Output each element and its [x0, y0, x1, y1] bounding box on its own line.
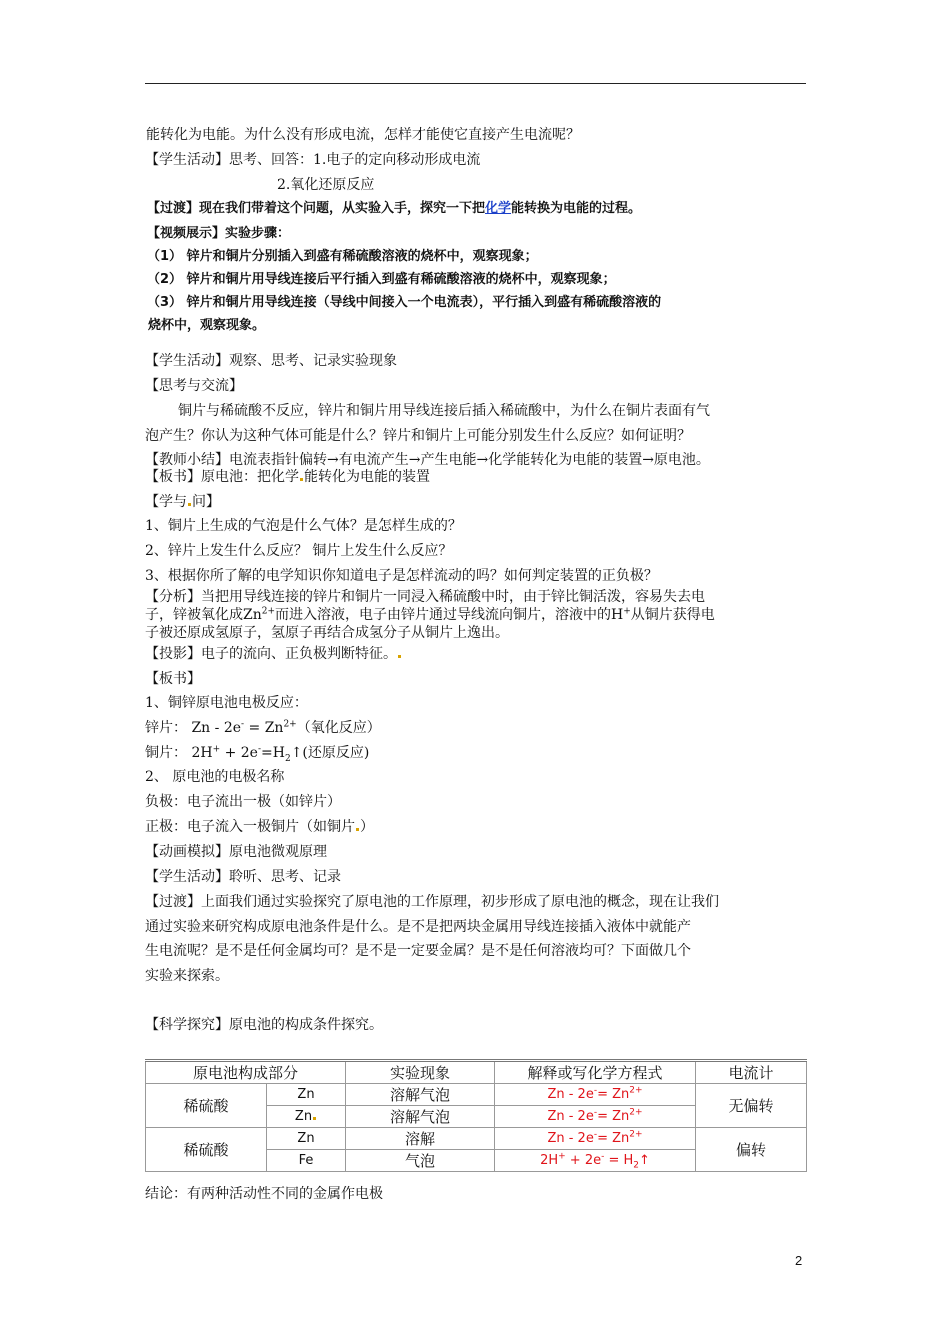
- text-line: [145, 606, 715, 624]
- text-span: =H: [261, 745, 285, 761]
- text-line: 泡产生？你认为这种气体可能是什么？锌片和铜片上可能分别发生什么反应？如何证明？: [145, 428, 691, 444]
- text-line: 【动画模拟】原电池微观原理: [145, 844, 327, 860]
- phenomenon-cell: 溶解: [346, 1128, 495, 1150]
- superscript: 2+: [629, 1085, 643, 1096]
- superscript: 2+: [629, 1129, 643, 1140]
- text-line: [145, 645, 402, 663]
- metal-cell: [267, 1106, 346, 1128]
- text-line: （1） 锌片和铜片分别插入到盛有稀硫酸溶液的烧杯中，观察现象；: [147, 249, 538, 264]
- phenomenon-cell: 溶解气泡: [346, 1084, 495, 1106]
- meter-cell: 偏转: [696, 1128, 807, 1172]
- text-span: Zn - 2e: [547, 1109, 594, 1124]
- text-span: 【过渡】现在我们带着这个问题，从实验入手，探究一下把: [147, 201, 486, 216]
- text-line: 【视频展示】实验步骤：: [147, 226, 291, 241]
- text-span: = Zn: [244, 720, 284, 736]
- text-line: 烧杯中，观察现象。: [148, 318, 266, 333]
- text-span: 【学与: [145, 494, 187, 510]
- text-line: [147, 200, 641, 218]
- text-line: [145, 468, 430, 486]
- text-line: 【教师小结】电流表指针偏转→有电流产生→产生电能→化学能转化为电能的装置→原电池。: [145, 452, 710, 468]
- text-span: = H: [604, 1153, 634, 1168]
- table-header-cell: 电流计: [696, 1061, 807, 1084]
- text-span: ）: [360, 819, 374, 835]
- subscript: 2: [284, 753, 291, 764]
- metal-cell: Zn: [267, 1128, 346, 1150]
- table-header-cell: 解释或写化学方程式: [495, 1061, 696, 1084]
- equation-cell: [495, 1084, 696, 1106]
- table-row: [146, 1128, 807, 1150]
- superscript: -: [593, 1107, 598, 1118]
- text-line: 【板书】: [145, 671, 201, 687]
- text-line: 2.氧化还原反应: [277, 177, 375, 193]
- text-line: 【学生活动】观察、思考、记录实验现象: [145, 353, 397, 369]
- text-line: 1、铜锌原电池电极反应：: [145, 695, 308, 711]
- subscript: 2: [633, 1160, 640, 1171]
- text-line: 能转化为电能。为什么没有形成电流，怎样才能使它直接产生电流呢？: [146, 127, 580, 143]
- metal-cell: Zn: [267, 1084, 346, 1106]
- text-line: 【学生活动】聆听、思考、记录: [145, 869, 341, 885]
- superscript: -: [601, 1151, 605, 1162]
- table-header-cell: 原电池构成部分: [146, 1061, 346, 1084]
- superscript: +: [623, 606, 631, 617]
- text-line: 【过渡】上面我们通过实验探究了原电池的工作原理，初步形成了原电池的概念，现在让我们: [145, 894, 719, 910]
- text-span: 能转化为电能的装置: [304, 469, 430, 485]
- phenomenon-cell: 溶解气泡: [346, 1106, 495, 1128]
- text-line: 通过实验来研究构成原电池条件是什么。是不是把两块金属用导线连接插入液体中就能产: [145, 919, 691, 935]
- marker-dot-icon: [313, 1117, 316, 1120]
- superscript: +: [212, 744, 221, 755]
- superscript: 2+: [261, 606, 276, 617]
- text-line: [145, 493, 220, 511]
- superscript: 2+: [629, 1107, 643, 1118]
- text-span: 能转换为电能的过程。: [511, 201, 642, 216]
- text-span: ↑: [639, 1153, 650, 1168]
- marker-dot-icon: [300, 478, 303, 481]
- text-span: 正极：电子流入一极铜片（如铜片: [145, 819, 355, 835]
- solution-cell: 稀硫酸: [146, 1128, 267, 1172]
- equation-cell: [495, 1128, 696, 1150]
- text-line: 负极：电子流出一极（如锌片）: [145, 794, 341, 810]
- text-span: 【板书】原电池：把化学: [145, 469, 299, 485]
- marker-dot-icon: [398, 655, 401, 658]
- text-span: = Zn: [597, 1131, 630, 1146]
- equation-cell: [495, 1150, 696, 1172]
- metal-cell: Fe: [267, 1150, 346, 1172]
- header-rule: [145, 83, 806, 84]
- text-span: Zn - 2e: [547, 1131, 594, 1146]
- superscript: +: [558, 1151, 566, 1162]
- page-number: 2: [795, 1253, 803, 1268]
- text-span: 而进入溶液，电子由锌片通过导线流向铜片，溶液中的H: [275, 607, 624, 623]
- text-line: 实验来探索。: [145, 968, 229, 984]
- text-line: [145, 744, 369, 762]
- marker-dot-icon: [188, 503, 191, 506]
- text-span: = Zn: [597, 1109, 630, 1124]
- text-line: 2、锌片上发生什么反应？ 铜片上发生什么反应？: [145, 543, 453, 559]
- text-span: ↑(还原反应): [290, 745, 370, 761]
- text-line: [145, 719, 381, 737]
- table-header-row: [146, 1061, 807, 1084]
- text-line: 【思考与交流】: [145, 378, 243, 394]
- text-line: 【科学探究】原电池的构成条件探究。: [145, 1017, 383, 1033]
- equation-cell: [495, 1106, 696, 1128]
- text-span: 铜片： 2H: [145, 745, 213, 761]
- conclusion-line: 结论：有两种活动性不同的金属作电极: [145, 1186, 383, 1202]
- text-span: 锌片： Zn - 2e: [145, 720, 242, 736]
- text-span: （氧化反应）: [296, 720, 381, 736]
- phenomenon-cell: 气泡: [346, 1150, 495, 1172]
- table-header-cell: 实验现象: [346, 1061, 495, 1084]
- text-span: + 2e: [565, 1153, 602, 1168]
- text-span: 子，锌被氧化成Zn: [145, 607, 262, 623]
- chemistry-link[interactable]: 化学: [485, 201, 512, 216]
- solution-cell: 稀硫酸: [146, 1084, 267, 1128]
- text-line: 【学生活动】思考、回答：1.电子的定向移动形成电流: [145, 152, 481, 168]
- text-line: 【分析】当把用导线连接的锌片和铜片一同浸入稀硫酸中时，由于锌比铜活泼，容易失去电: [145, 589, 705, 605]
- text-span: = Zn: [597, 1087, 630, 1102]
- marker-dot-icon: [356, 828, 359, 831]
- text-line: 子被还原成氢原子，氢原子再结合成氢分子从铜片上逸出。: [145, 625, 509, 641]
- text-line: （3） 锌片和铜片用导线连接（导线中间接入一个电流表），平行插入到盛有稀硫酸溶液的: [147, 295, 662, 310]
- text-span: Zn - 2e: [547, 1087, 594, 1102]
- text-line: 1、铜片上生成的气泡是什么气体？是怎样生成的？: [145, 518, 462, 534]
- text-line: 3、根据你所了解的电学知识你知道电子是怎样流动的吗？如何判定装置的正负极？: [145, 568, 658, 584]
- text-line: [145, 818, 374, 836]
- meter-cell: 无偏转: [696, 1084, 807, 1128]
- text-span: + 2e: [220, 745, 258, 761]
- text-span: 问】: [192, 494, 220, 510]
- text-span: 【投影】电子的流向、正负极判断特征。: [145, 646, 397, 662]
- text-span: 2H: [540, 1153, 559, 1168]
- superscript: 2+: [283, 719, 297, 730]
- text-line: 2、 原电池的电极名称: [145, 769, 285, 785]
- superscript: -: [593, 1085, 598, 1096]
- text-span: 从铜片获得电: [630, 607, 715, 623]
- superscript: -: [593, 1129, 598, 1140]
- superscript: -: [257, 744, 261, 755]
- text-line: 生电流呢？是不是任何金属均可？是不是一定要金属？是不是任何溶液均可？下面做几个: [145, 943, 691, 959]
- battery-experiment-table: [145, 1059, 807, 1172]
- text-line: 铜片与稀硫酸不反应，锌片和铜片用导线连接后插入稀硫酸中，为什么在铜片表面有气: [178, 403, 710, 419]
- text-line: （2） 锌片和铜片用导线连接后平行插入到盛有稀硫酸溶液的烧杯中，观察现象；: [147, 272, 616, 287]
- superscript: -: [241, 719, 245, 730]
- table-row: [146, 1084, 807, 1106]
- text-span: Zn: [294, 1109, 313, 1124]
